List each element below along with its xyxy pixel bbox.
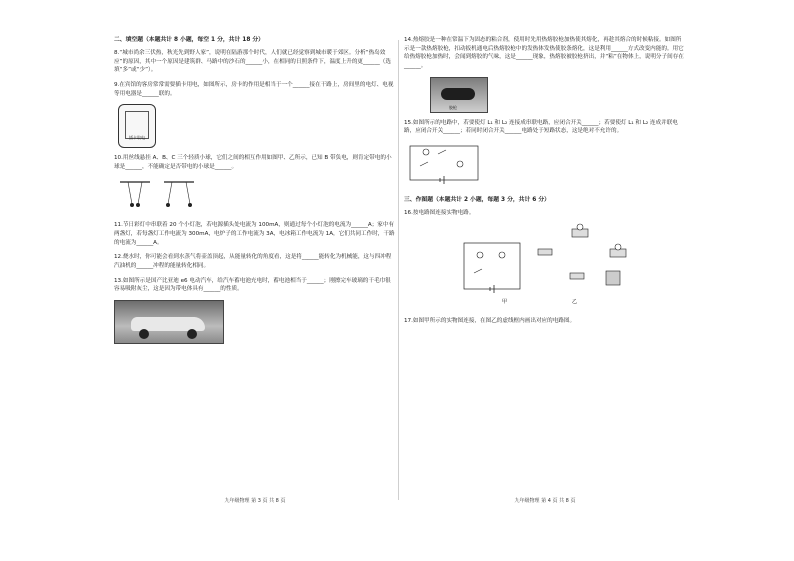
right-column [404, 36, 686, 508]
question-16: 16.按电路图连接实物电路。 [404, 209, 475, 216]
section-title-fill-blank: 二、填空题（本题共计 8 小题，每空 1 分，共计 18 分） [114, 37, 264, 43]
question-14: 14.热熔胶是一种在常温下为固态的粘合剂，使用时先用热熔胶枪加热使其熔化，再趁其熔合的时候粘接。如图所示是一款热熔胶枪，扣动扳机通电后热熔胶枪中的发热体发热使胶条熔化，这是利用______方式改变内能的。用它给热熔胶枪加热时，会闻到熔胶的气味，这是______现象，热熔胶被胶枪挤出，并“粘”在物体上，说明分子间存在______。 [404, 37, 684, 69]
question-15: 15.如图所示的电路中，若要使灯 L₁ 和 L₂ 连接成串联电路，应闭合开关______；若要使灯 L₁ 和 L₂ 连成并联电路，应闭合开关______；若同时闭合开关______电路处于短路状态，这是绝对不允许的。 [404, 119, 678, 135]
circuit-figures-q16-q17 [404, 223, 686, 311]
question-10: 10.用丝线悬挂 A、B、C 三个轻质小球，它们之间的相互作用如图甲、乙所示，已知 B 带负电，则肯定带电的小球是______，不能确定是否带电的小球是______。 [114, 155, 392, 170]
circuit-figure-q15 [404, 142, 686, 190]
section-title-drawing: 三、作图题（本题共计 2 小题，每题 3 分，共计 6 分） [404, 196, 550, 203]
question-13: 13.如图所示是国产比亚迪 e6 电动汽车，给汽车蓄电池充电时，蓄电池相当于______；刚擦完车玻璃的干毛巾很容易吸附灰尘，这是因为带电体具有______的性质。 [114, 277, 391, 293]
question-12: 12.烧水时，你可能会看到水蒸气将壶盖顶起，从能量转化的角度看，这是将______能转化为机械能，这与四冲程汽油机的______冲程的能量转化相同。 [114, 254, 392, 269]
figure-label-jia: 甲 [502, 299, 508, 306]
electric-car-photo [114, 300, 224, 344]
exam-sheet [100, 36, 704, 508]
room-card-label: 插卡取电 [129, 135, 145, 141]
left-column [114, 36, 396, 508]
question-8: 8.“城市尚余三伏热，秋光先到野人家”，说明在陆游那个时代，人们就已经觉察到城市暖于郊区。分析“热岛效应”的原因，其中一个原因是建筑群、马路中的沙石的______小，在相同的日照条件下，温度上升的更______（选填“多”或“少”）。 [114, 49, 391, 74]
question-9: 9.在宾馆的客房常常需要插卡用电，如图所示，房卡的作用是相当于一个______接在干路上，房间里的电灯、电视等用电器是______联的。 [114, 81, 394, 97]
question-17: 17.如图甲所示的实物图连接，在图乙的虚线框内画出对应的电路图。 [404, 317, 576, 324]
glue-gun-photo [430, 77, 488, 113]
page-footer-left: 九年级物理 第 3 页 共 8 页 [224, 498, 286, 505]
figure-label-yi: 乙 [572, 299, 578, 306]
column-divider [398, 40, 399, 500]
hanging-balls-figure [114, 178, 396, 216]
question-11: 11.节日彩灯中串联着 20 个小灯泡，若电源插头处电流为 100mA，则通过每个小灯泡的电流为______A；家中有两盏灯，若每盏灯工作电流为 300mA，电炉子的工作电流为 3A，电冰箱工作电流为 1A，它们共同工作时，干路的电流为______A。 [114, 222, 395, 246]
room-card-figure [118, 104, 156, 148]
page-footer-right: 九年级物理 第 4 页 共 8 页 [514, 498, 576, 505]
glue-gun-label: 胶枪 [449, 104, 457, 110]
